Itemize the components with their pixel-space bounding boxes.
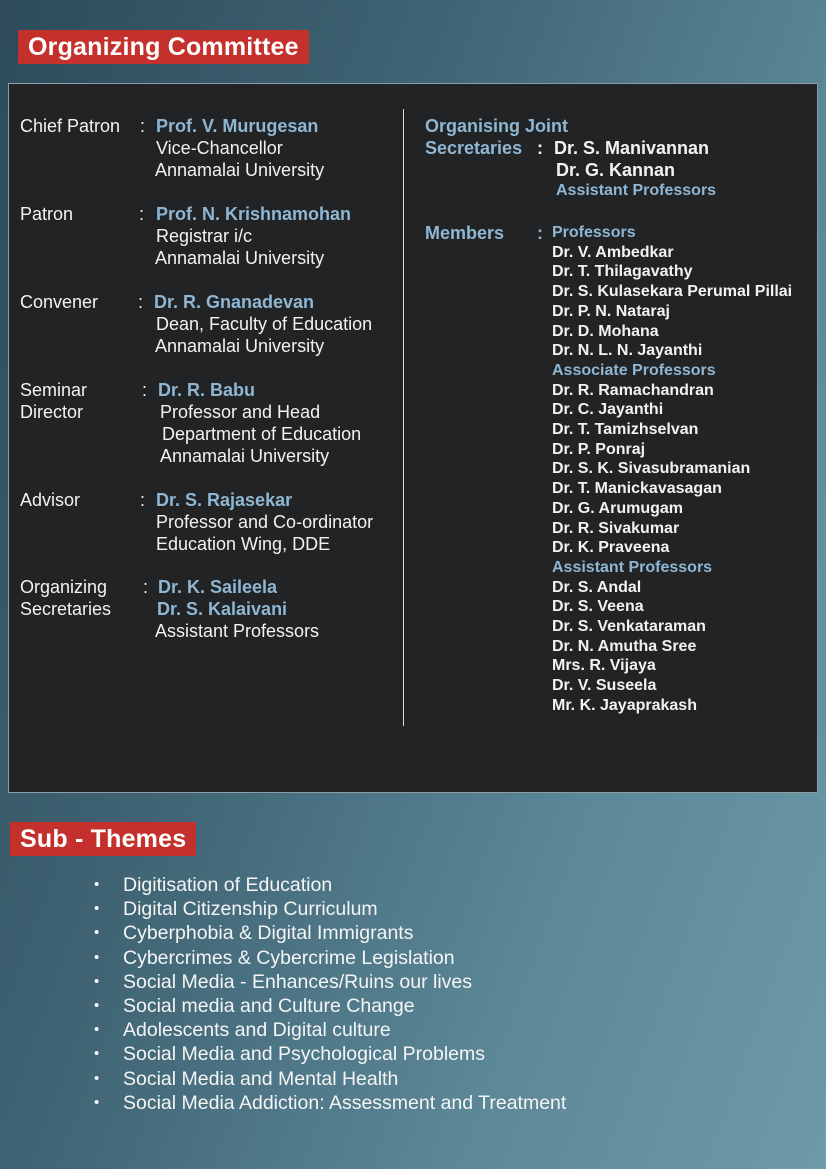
bullet-icon: •: [94, 924, 100, 942]
sub-theme-text: Adolescents and Digital culture: [123, 1019, 391, 1042]
person-name: Dr. R. Babu: [158, 380, 256, 400]
member-name: Dr. G. Arumugam: [552, 499, 683, 517]
bullet-icon: •: [94, 876, 100, 893]
person-detail: Annamalai University: [160, 446, 330, 466]
member-name: Dr. V. Suseela: [552, 677, 657, 695]
person-detail: Registrar i/c: [156, 226, 253, 246]
member-name: Dr. T. Manickavasagan: [552, 480, 722, 498]
member-name: Dr. N. Amutha Sree: [552, 637, 697, 655]
member-name: Dr. N. L. N. Jayanthi: [552, 342, 703, 360]
member-name: Dr. K. Praveena: [552, 539, 670, 557]
sub-theme-item: [94, 897, 566, 921]
role-label: Advisor: [20, 490, 81, 510]
bullet-icon: •: [94, 1045, 100, 1063]
person-detail: Annamalai University: [155, 160, 325, 180]
role-label: Patron: [20, 204, 74, 224]
person-detail: Assistant Professors: [155, 621, 320, 641]
sub-theme-item: [94, 1067, 566, 1091]
person-name: Prof. V. Murugesan: [156, 116, 319, 136]
committee-panel: [8, 83, 818, 793]
bullet-icon: •: [94, 1069, 100, 1087]
role-colon: :: [140, 116, 146, 136]
bullet-icon: •: [94, 1021, 100, 1039]
sub-theme-text: Social Media and Psychological Problems: [123, 1043, 486, 1066]
member-name: Dr. C. Jayanthi: [552, 401, 664, 419]
member-name: Dr. R. Sivakumar: [552, 519, 680, 537]
role-colon: :: [142, 380, 148, 400]
sub-theme-item: [94, 970, 566, 994]
sub-theme-item: [94, 946, 566, 970]
person-name: Dr. S. Kalaivani: [157, 599, 288, 619]
member-name: Dr. V. Ambedkar: [552, 243, 674, 261]
column-divider: [403, 109, 404, 726]
person-detail: Professor and Co-ordinator: [156, 512, 374, 532]
member-group-title: Professors: [552, 224, 636, 241]
member-name: Mrs. R. Vijaya: [552, 657, 656, 675]
sub-theme-item: [94, 873, 566, 897]
bullet-icon: •: [94, 948, 100, 966]
member-name: Dr. P. N. Nataraj: [552, 302, 670, 320]
sub-theme-item: [94, 1018, 566, 1042]
person-name: Dr. S. Manivannan: [554, 138, 710, 158]
member-name: Mr. K. Jayaprakash: [552, 696, 697, 714]
person-name: Dr. K. Saileela: [158, 577, 278, 597]
member-name: Dr. T. Tamizhselvan: [552, 421, 699, 439]
role-label: Organizing: [20, 577, 108, 597]
person-name: Dr. S. Rajasekar: [156, 490, 293, 510]
sub-theme-item: [94, 994, 566, 1018]
role-label: Secretaries: [20, 599, 112, 619]
member-name: Dr. S. Kulasekara Perumal Pillai: [552, 283, 793, 301]
sub-theme-text: Social Media Addiction: Assessment and Treatment: [123, 1091, 567, 1114]
member-group-title: Associate Professors: [552, 361, 716, 379]
member-name: Dr. D. Mohana: [552, 322, 659, 340]
sub-theme-text: Social Media - Enhances/Ruins our lives: [123, 970, 473, 993]
person-detail: Education Wing, DDE: [156, 534, 331, 554]
role-colon: :: [139, 204, 145, 224]
person-detail: Vice-Chancellor: [156, 138, 283, 158]
sub-theme-text: Cybercrimes & Cybercrime Legislation: [123, 946, 455, 969]
bullet-icon: •: [94, 972, 100, 990]
person-name: Dr. G. Kannan: [556, 160, 676, 180]
role-colon: :: [143, 577, 149, 597]
sub-theme-item: [94, 921, 566, 945]
role-label: Chief Patron: [20, 116, 121, 136]
role-label: Organising Joint: [425, 116, 569, 136]
role-label: Director: [20, 402, 84, 422]
member-name: Dr. S. K. Sivasubramanian: [552, 460, 751, 478]
person-detail: Dean, Faculty of Education: [156, 314, 373, 334]
member-name: Dr. S. Venkataraman: [552, 618, 706, 636]
person-detail: Professor and Head: [160, 402, 321, 422]
person-detail: Annamalai University: [155, 336, 325, 356]
sub-themes-list: [94, 873, 566, 1115]
member-name: Dr. S. Andal: [552, 578, 642, 596]
role-label: Secretaries: [425, 138, 523, 158]
member-group-title: Assistant Professors: [552, 558, 713, 576]
role-label: Convener: [20, 292, 99, 312]
person-name: Prof. N. Krishnamohan: [156, 204, 352, 224]
member-name: Dr. S. Veena: [552, 598, 644, 616]
person-detail: Department of Education: [162, 424, 362, 444]
sub-theme-item: [94, 1042, 566, 1066]
member-name: Dr. T. Thilagavathy: [552, 263, 693, 281]
role-colon: :: [537, 138, 543, 158]
role-label: Seminar: [20, 380, 88, 400]
bullet-icon: •: [94, 900, 100, 918]
bullet-icon: •: [94, 997, 100, 1015]
sub-theme-text: Social media and Culture Change: [123, 995, 415, 1018]
role-colon: :: [138, 292, 144, 312]
member-name: Dr. R. Ramachandran: [552, 381, 714, 399]
organizing-committee-heading: Organizing Committee: [18, 30, 309, 64]
sub-theme-text: Social Media and Mental Health: [123, 1067, 399, 1090]
sub-theme-text: Digitisation of Education: [123, 874, 333, 896]
sub-theme-item: [94, 1091, 566, 1115]
designation-label: Assistant Professors: [556, 182, 717, 199]
members-label: Members: [425, 223, 505, 243]
sub-theme-text: Digital Citizenship Curriculum: [123, 898, 378, 921]
role-colon: :: [537, 223, 543, 243]
sub-themes-heading: Sub - Themes: [10, 822, 196, 856]
person-detail: Annamalai University: [155, 248, 325, 268]
bullet-icon: •: [94, 1093, 100, 1111]
members-list: [552, 223, 792, 716]
sub-theme-text: Cyberphobia & Digital Immigrants: [123, 922, 414, 945]
member-name: Dr. P. Ponraj: [552, 440, 646, 458]
role-colon: :: [140, 490, 146, 510]
person-name: Dr. R. Gnanadevan: [154, 292, 315, 312]
